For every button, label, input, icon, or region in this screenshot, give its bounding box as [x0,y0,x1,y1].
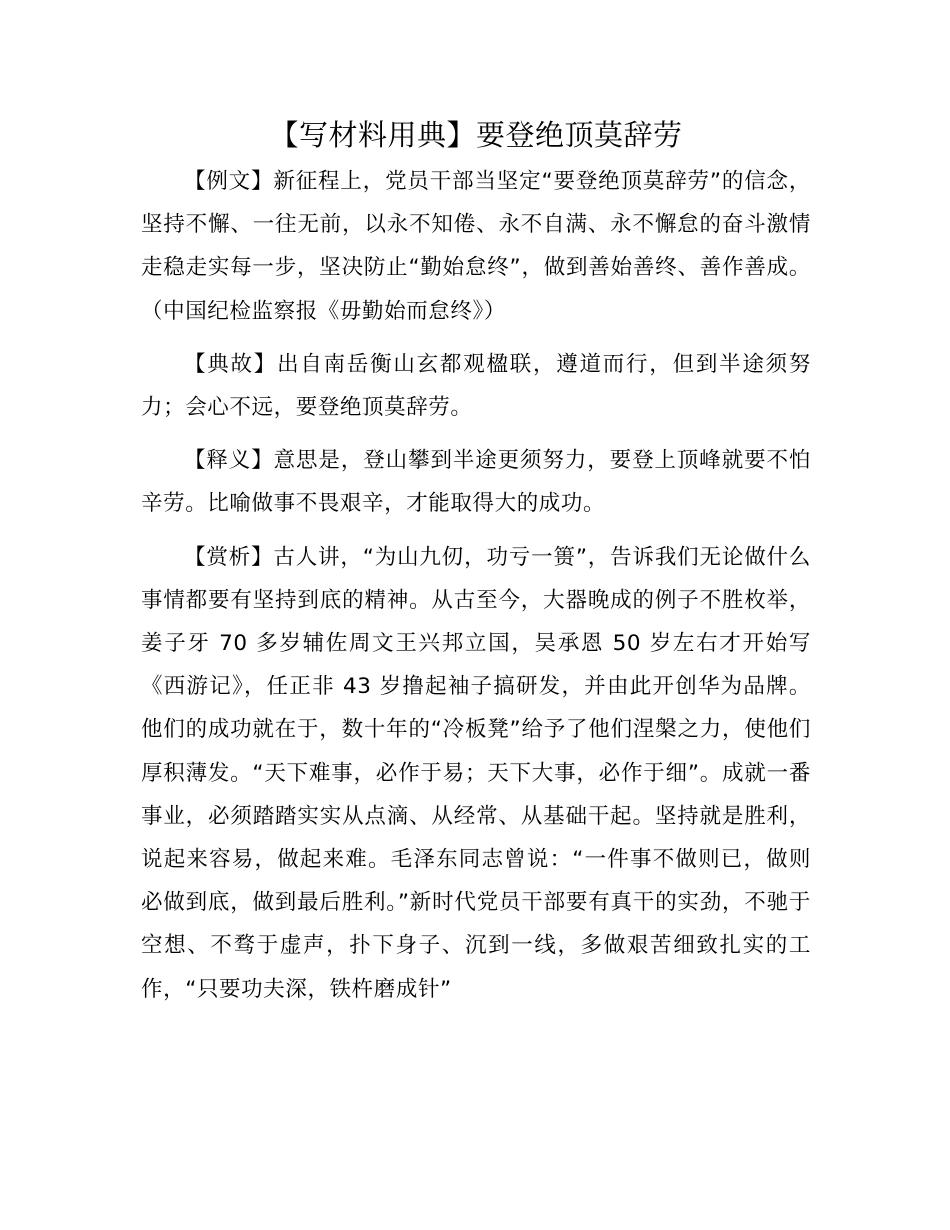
paragraph-example [141,160,811,333]
paragraph-allusion [141,343,811,429]
section-text-meaning: 意思是，登山攀到半途更须努力，要登上顶峰就要不怕辛劳。比喻做事不畏艰辛，才能取得大的成功。 [141,448,812,517]
document-title: 【写材料用典】要登绝顶莫辞劳 [269,118,683,152]
section-tag-meaning: 【释义】 [184,448,274,474]
section-text-appreciation: 古人讲，“为山九仞，功亏一篑”，告诉我们无论做什么事情都要有坚持到底的精神。从古至今，大器晚成的例子不胜枚举，姜子牙 70 多岁辅佐周文王兴邦立国，吴承恩 50 岁左右才开始写《西游记》，任正非 43 岁撸起袖子搞研发，并由此开创华为品牌。他们的成功就在于，数十年的“冷板凳”给予了他们涅槃之力，使他们厚积薄发。“天下难事，必作于易；天下大事，必作于细”。成就一番事业，必须踏踏实实从点滴、从经常、从基础干起。坚持就是胜利，说起来容易，做起来难。毛泽东同志曾说：“一件事不做则已，做则必做到底，做到最后胜利。”新时代党员干部要有真干的实劲，不驰于空想、不骛于虚声，扑下身子、沉到一线，多做艰苦细致扎实的工作，“只要功夫深，铁杵磨成针” [141,544,811,1002]
document-page [141,110,811,1011]
section-tag-example: 【例文】 [184,169,274,194]
paragraph-meaning [141,439,811,525]
section-text-allusion: 出自南岳衡山玄都观楹联，遵道而行，但到半途须努力；会心不远，要登绝顶莫辞劳。 [141,351,811,421]
section-text-example: 新征程上，党员干部当坚定“要登绝顶莫辞劳”的信念，坚持不懈、一往无前，以永不知倦、永不自满、永不懈怠的奋斗激情走稳走实每一步，坚决防止“勤始怠终”，做到善始善终、善作善成。（中国纪检监察报《毋勤始而怠终》） [141,169,811,324]
section-tag-appreciation: 【赏析】 [184,544,274,570]
paragraph-appreciation [141,536,811,1011]
section-tag-allusion: 【典故】 [184,351,278,377]
